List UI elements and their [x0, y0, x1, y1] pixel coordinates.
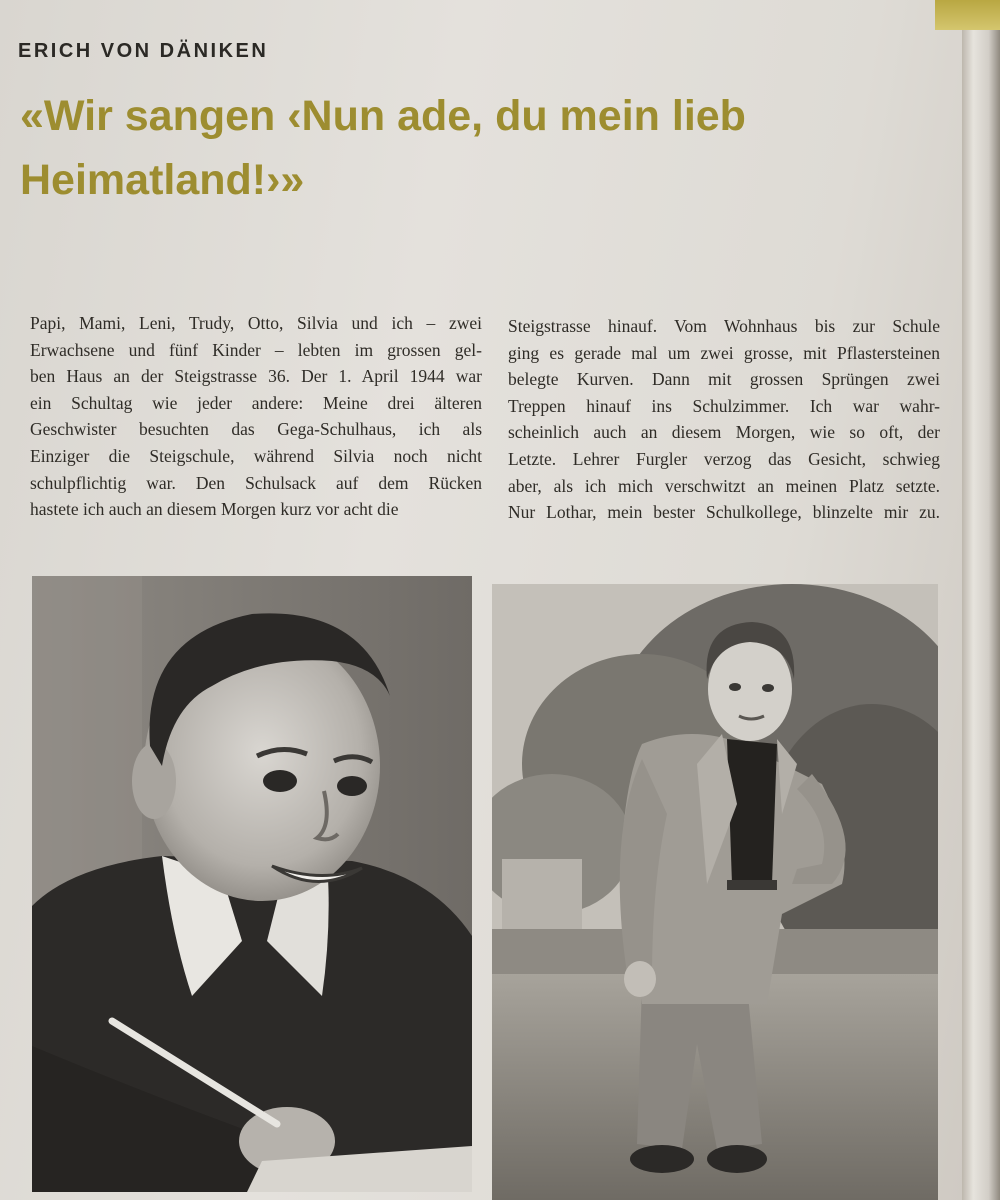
text-line: Papi, Mami, Leni, Trudy, Otto, Silvia und ich – zwei [30, 313, 482, 333]
text-line: ging es gerade mal um zwei grosse, mit Pflastersteinen [508, 342, 940, 363]
boy-standing-illustration [492, 584, 938, 1200]
text-line: Steigstrasse hinauf. Vom Wohnhaus bis zur Schule [508, 316, 940, 336]
photo-boy-writing [32, 576, 472, 1192]
text-column-right [508, 313, 940, 526]
text-line: Nur Lothar, mein bester Schulkollege, blinzelte mir zu. [508, 502, 940, 523]
text-line: belegte Kurven. Dann mit grossen Sprüngen zwei [508, 369, 940, 390]
boy-writing-illustration [32, 576, 472, 1192]
text-line: scheinlich auch an diesem Morgen, wie so oft, der [508, 422, 940, 443]
article-headline [20, 84, 920, 212]
text-line: Geschwister besuchten das Gega-Schulhaus, ich als [30, 419, 482, 440]
photo-boy-standing [492, 584, 938, 1200]
text-line: hastete ich auch an diesem Morgen kurz vor acht die [30, 499, 399, 520]
headline-line: «Wir sangen ‹Nun ade, du mein lieb [20, 92, 746, 140]
headline-line: Heimatland!›» [20, 156, 305, 204]
text-line: Einziger die Steigschule, während Silvia noch nicht [30, 445, 482, 466]
text-column-left [30, 310, 482, 523]
text-line: ein Schultag wie jeder andere: Meine drei älteren [30, 392, 482, 413]
page-edge [962, 30, 1000, 1200]
text-line: Treppen hinauf ins Schulzimmer. Ich war wahr- [508, 395, 940, 416]
text-line: schulpflichtig war. Den Schulsack auf dem Rücken [30, 472, 482, 493]
text-line: Letzte. Lehrer Furgler verzog das Gesicht, schwieg [508, 448, 940, 469]
text-line: Erwachsene und fünf Kinder – lebten im grossen gel- [30, 339, 482, 360]
text-line: ben Haus an der Steigstrasse 36. Der 1. April 1944 war [30, 366, 482, 387]
author-name: ERICH VON DÄNIKEN [18, 40, 269, 62]
text-line: aber, als ich mich verschwitzt an meinen Platz setzte. [508, 475, 940, 496]
page-corner-accent [935, 0, 1000, 30]
